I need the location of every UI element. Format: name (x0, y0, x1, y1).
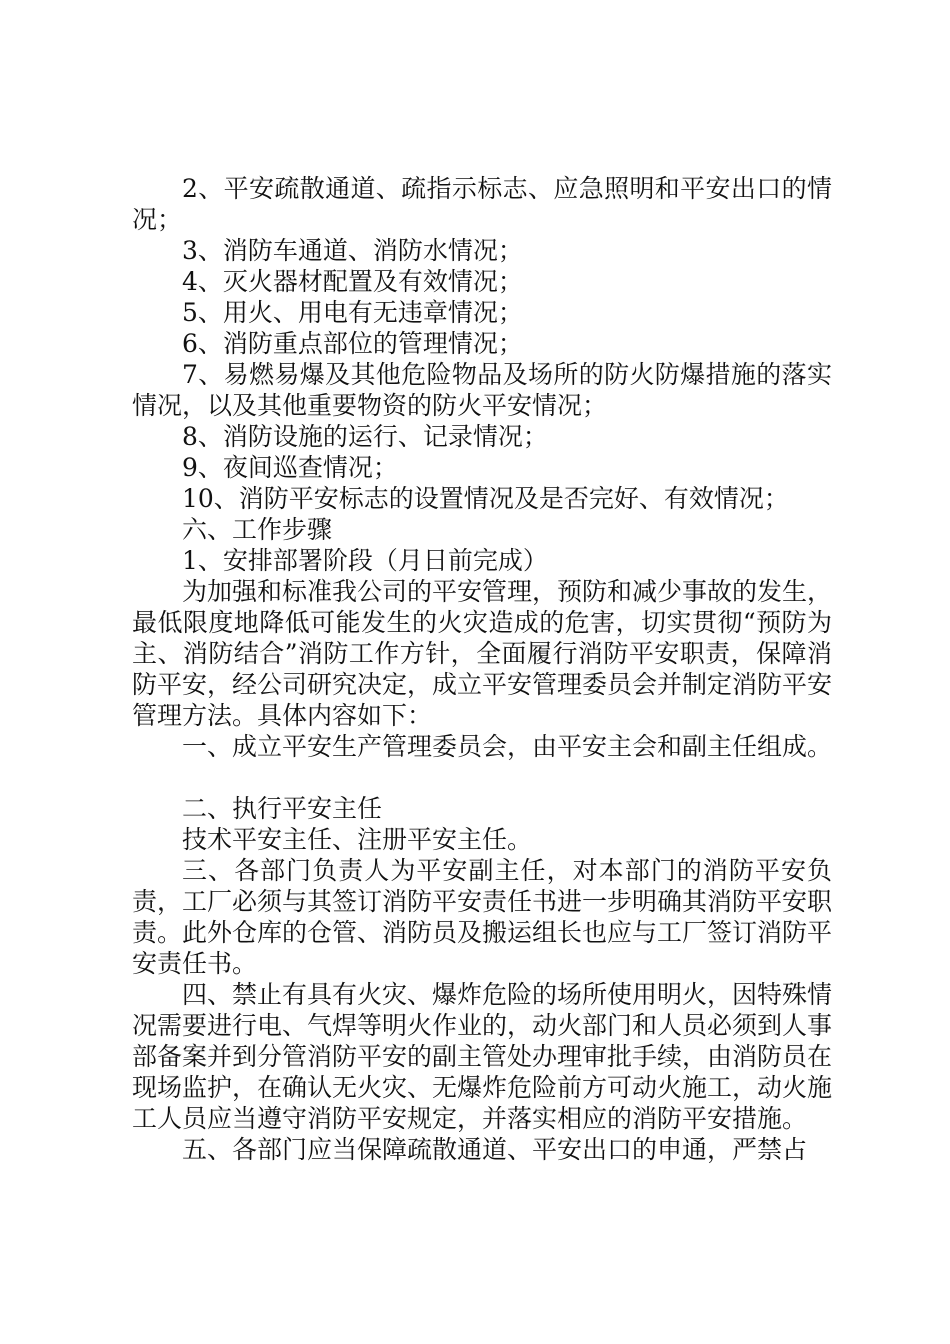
paragraph-4: 5、用火、用电有无违章情况； (182, 298, 523, 327)
paragraph-2: 3、消防车通道、消防水情况； (182, 236, 523, 265)
paragraph-7: 8、消防设施的运行、记录情况； (182, 422, 548, 451)
paragraph-5: 6、消防重点部位的管理情况； (182, 329, 523, 358)
paragraph-8: 9、夜间巡查情况； (182, 453, 398, 482)
paragraph-executive: 二、执行平安主任 (182, 794, 383, 823)
paragraph-evacuation: 五、各部门应当保障疏散通道、平安出口的申通，严禁占 (182, 1135, 808, 1164)
blank-line (132, 762, 832, 793)
paragraph-intro: 为加强和标准我公司的平安管理，预防和减少事故的发生，最低限度地降低可能发生的火灾造成的危害，切实贯彻“预防为主、消防结合”消防工作方针，全面履行消防平安职责，保障消防平安，经公司研究决定，成立平安管理委员会并制定消防平安管理方法。具体内容如下： (132, 577, 833, 730)
paragraph-technical: 技术平安主任、注册平安主任。 (182, 825, 533, 854)
paragraph-3: 4、灭火器材配置及有效情况； (182, 267, 523, 296)
paragraph-6: 7、易燃易爆及其他危险物品及场所的防火防爆措施的落实情况，以及其他重要物资的防火平安情况； (132, 360, 832, 420)
paragraph-committee: 一、成立平安生产管理委员会，由平安主会和副主任组成。 (182, 732, 833, 761)
paragraph-9: 10、消防平安标志的设置情况及是否完好、有效情况； (182, 484, 789, 513)
paragraph-fire-ban: 四、禁止有具有火灾、爆炸危险的场所使用明火，因特殊情况需要进行电、气焊等明火作业的，动火部门和人员必须到人事部备案并到分管消防平安的副主管处办理审批手续，由消防员在现场监护，在确认无火灾、无爆炸危险前方可动火施工，动火施工人员应当遵守消防平安规定，并落实相应的消防平安措施。 (132, 980, 833, 1133)
paragraph-department: 三、各部门负责人为平安副主任，对本部门的消防平安负责，工厂必须与其签订消防平安责任书进一步明确其消防平安职责。此外仓库的仓管、消防员及搬运组长也应与工厂签订消防平安责任书。 (132, 856, 833, 978)
section-heading-6: 六、工作步骤 (182, 515, 333, 544)
paragraph-1: 2、平安疏散通道、疏指示标志、应急照明和平安出口的情况； (132, 174, 832, 234)
step-heading-1: 1、安排部署阶段（月日前完成） (182, 546, 548, 575)
document-body (132, 173, 832, 1165)
